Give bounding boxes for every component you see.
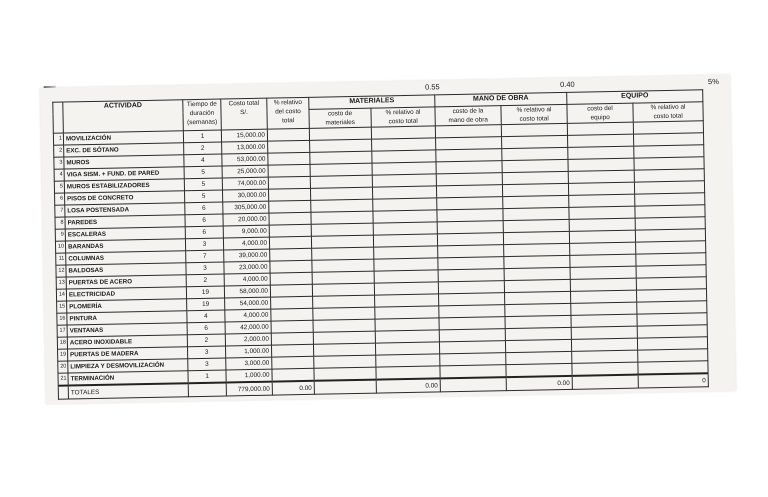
costo-total-header: Costo total S/. [221,98,268,130]
mano-de-obra-header: MANO DE OBRA [435,92,567,107]
row-actividad: PAREDES [65,215,185,229]
row-index: 5 [54,181,64,193]
row-index: 14 [56,289,66,301]
index-header [53,102,64,133]
row-costo: 2,000.00 [225,333,271,346]
row-pct-relativo [267,128,309,141]
row-index: 6 [55,193,65,205]
row-pct-relativo [270,272,312,285]
row-costo: 4,000.00 [225,309,271,322]
row-costo: 3,000.00 [226,357,272,370]
totals-mano-obra-pct: 0.00 [506,376,572,391]
row-actividad: LIMPIEZA Y DESMOVILIZACIÓN [68,359,188,373]
totals-materiales-pct: 0.00 [376,378,440,393]
activity-rows [53,121,708,386]
row-semanas: 19 [187,298,225,311]
row-pct-relativo [269,212,311,225]
row-actividad: BALDOSAS [66,263,186,277]
row-pct-relativo [272,368,314,381]
row-costo: 1,000.00 [225,345,271,358]
row-pct-relativo [270,260,312,273]
row-costo: 4,000.00 [224,273,270,286]
row-actividad: MOVILIZACIÓN [63,131,183,145]
row-index: 15 [57,301,67,313]
row-actividad: VENTANAS [67,323,187,337]
row-pct-relativo [271,296,313,309]
row-pct-relativo [271,320,313,333]
costo-mano-obra-header: costo de la mano de obra [435,106,501,126]
row-actividad: LOSA POSTENSADA [65,203,185,217]
row-index: 7 [55,205,65,217]
row-index: 9 [55,229,65,241]
row-semanas: 6 [185,202,223,215]
row-costo: 13,000.00 [222,141,268,154]
totals-equipo-pct: 0 [638,373,708,388]
row-semanas: 2 [186,274,224,287]
row-index: 1 [53,133,63,145]
materiales-header: MATERIALES [309,95,435,109]
row-costo: 39,000.00 [224,249,270,262]
row-costo: 9,000.00 [223,225,269,238]
row-costo: 54,000.00 [225,297,271,310]
cost-table [52,89,709,399]
row-actividad: PUERTAS DE MADERA [68,347,188,361]
row-costo: 305,000.00 [223,201,269,214]
row-actividad: EXC. DE SÓTANO [64,143,184,157]
row-semanas: 2 [187,334,225,347]
row-semanas: 1 [183,130,221,143]
row-semanas: 7 [186,250,224,263]
row-actividad: PINTURA [67,311,187,325]
row-index: 10 [55,241,65,253]
row-actividad: PUERTAS DE ACERO [66,275,186,289]
row-pct-relativo [270,284,312,297]
row-index: 21 [58,373,68,386]
row-index: 8 [55,217,65,229]
row-semanas: 5 [184,166,222,179]
row-semanas: 5 [184,190,222,203]
mano-obra-pct-header: % relativo al costo total [501,104,567,124]
totals-pct: 0.00 [272,381,314,395]
row-semanas: 3 [185,238,223,251]
row-semanas: 4 [184,154,222,167]
row-actividad: PISOS DE CONCRETO [65,191,185,205]
row-index: 11 [56,253,66,265]
row-semanas: 3 [188,358,226,371]
row-materiales-pct [376,366,440,380]
row-actividad: ELECTRICIDAD [66,287,186,301]
row-semanas: 3 [187,346,225,359]
spreadsheet-page [40,75,736,404]
row-actividad: MUROS ESTABILIZADORES [64,179,184,193]
mano-de-obra-percentage: 0.40 [559,79,575,90]
row-pct-relativo [271,344,313,357]
row-actividad: MUROS [64,155,184,169]
row-index: 13 [56,277,66,289]
row-index: 4 [54,169,64,181]
row-actividad: ACERO INOXIDABLE [67,335,187,349]
row-pct-relativo [272,356,314,369]
row-actividad: COLUMNAS [66,251,186,265]
row-costo: 1,000.00 [226,369,272,382]
row-pct-relativo [269,236,311,249]
equipo-percentage: 5% [707,76,719,87]
row-costo: 23,000.00 [224,261,270,274]
row-semanas: 6 [185,214,223,227]
row-costo: 58,000.00 [224,285,270,298]
row-costo: 42,000.00 [225,321,271,334]
row-pct-relativo [268,164,310,177]
materiales-percentage: 0.55 [424,82,440,92]
pct-relativo-header: % relativo del costo total [267,97,310,129]
row-index: 20 [58,361,68,373]
row-index: 3 [54,157,64,169]
row-pct-relativo [268,188,310,201]
row-costo: 30,000.00 [222,189,268,202]
row-semanas: 6 [185,226,223,239]
row-pct-relativo [268,152,310,165]
row-pct-relativo [268,140,310,153]
costo-materiales-header: costo de materiales [309,108,371,128]
row-semanas: 5 [184,178,222,191]
row-index: 16 [57,313,67,325]
row-semanas: 19 [186,286,224,299]
tiempo-header: Tiempo de duración (semanas) [183,99,222,131]
row-costo: 53,000.00 [222,153,268,166]
row-index: 2 [54,145,64,157]
row-actividad: ESCALERAS [65,227,185,241]
row-pct-relativo [271,308,313,321]
materiales-pct-header: % relativo al costo total [371,107,435,127]
row-pct-relativo [270,248,312,261]
row-index: 19 [58,349,68,361]
row-index: 17 [57,325,67,337]
equipo-header: EQUIPO [567,90,703,105]
row-actividad: PLOMERÍA [67,299,187,313]
row-semanas: 2 [184,142,222,155]
row-semanas: 6 [187,322,225,335]
row-costo-materiales [314,367,376,381]
row-actividad: TERMINACIÓN [68,371,188,386]
row-costo: 74,000.00 [222,177,268,190]
row-semanas: 4 [187,310,225,323]
row-actividad: BARANDAS [65,239,185,253]
actividad-header: ACTIVIDAD [63,100,184,133]
totals-costo: 779,000.00 [226,382,272,396]
totals-label: TOTALES [68,383,188,399]
row-index: 18 [57,337,67,349]
row-pct-relativo [269,200,311,213]
row-actividad: VIGA SISM. + FUND. DE PARED [64,167,184,181]
equipo-pct-header: % relativo al costo total [633,102,703,122]
row-pct-relativo [271,332,313,345]
row-costo: 15,000.00 [221,129,267,142]
row-costo: 4,000.00 [223,237,269,250]
row-semanas: 3 [186,262,224,275]
row-pct-relativo [269,224,311,237]
costo-equipo-header: costo del equipo [567,103,633,123]
row-index: 12 [56,265,66,277]
row-costo: 25,000.00 [222,165,268,178]
row-pct-relativo [268,176,310,189]
row-costo: 20,000.00 [223,213,269,226]
row-semanas: 1 [188,370,226,383]
